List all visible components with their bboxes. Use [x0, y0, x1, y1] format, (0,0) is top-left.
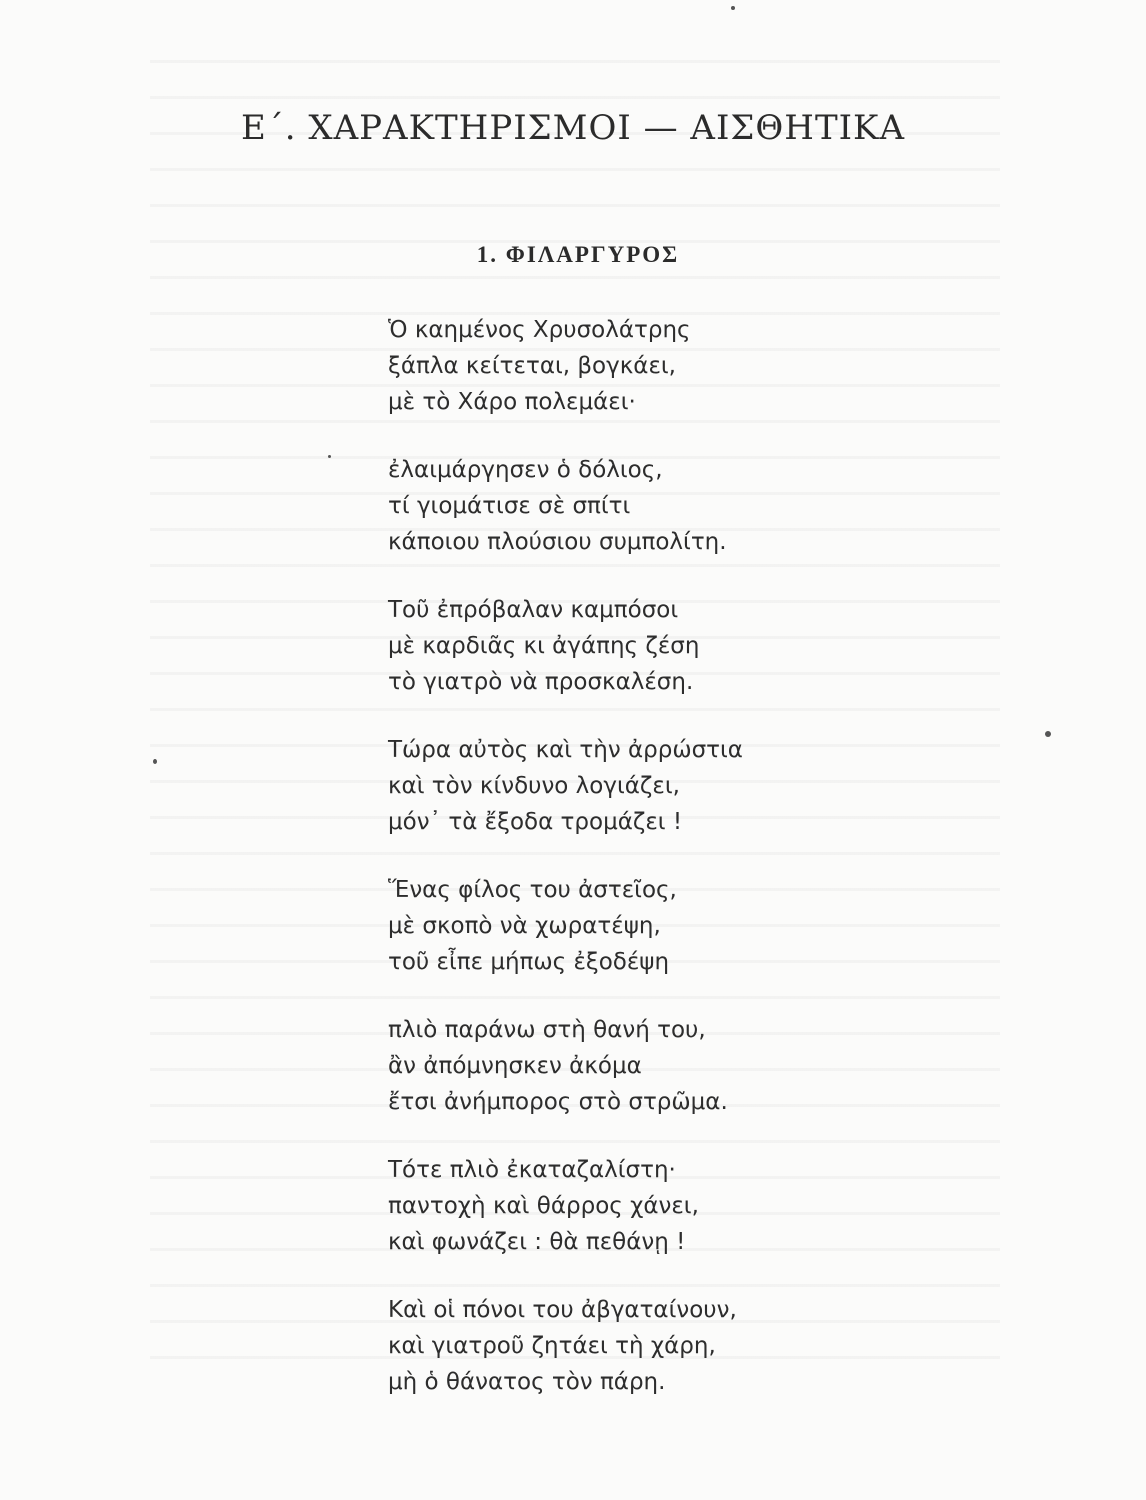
verse-line: Τώρα αὐτὸς καὶ τὴν ἀρρώστια [388, 737, 743, 763]
poem-title: 1. ΦΙΛΑΡΓΥΡΟΣ [476, 242, 680, 267]
verse-line: Τοῦ ἐπρόβαλαν καμπόσοι [388, 597, 679, 623]
stanza [388, 872, 888, 980]
verse-line: κάποιου πλούσιου συμπολίτη. [388, 529, 727, 555]
stanza [388, 592, 888, 700]
verse-line: ἔτσι ἀνήμπορος στὸ στρῶμα. [388, 1089, 728, 1115]
ink-speck [328, 455, 331, 458]
verse-line: πλιὸ παράνω στὴ θανή του, [388, 1017, 706, 1043]
verse-line: Ἕνας φίλος του ἀστεῖος, [388, 877, 677, 903]
verse-line: ἂν ἀπόμνησκεν ἀκόμα [388, 1053, 642, 1079]
verse-line: παντοχὴ καὶ θάρρος χάνει, [388, 1193, 699, 1219]
verse-line: Καὶ οἱ πόνοι του ἀβγαταίνουν, [388, 1297, 737, 1323]
chapter-title: Ε΄. ΧΑΡΑΚΤΗΡΙΣΜΟΙ — ΑΙΣΘΗΤΙΚΑ [240, 108, 906, 148]
verse-line: μόν᾽ τὰ ἔξοδα τρομάζει ! [388, 809, 683, 835]
verse-line: μὲ καρδιᾶς κι ἀγάπης ζέση [388, 633, 700, 659]
verse-line: τὸ γιατρὸ νὰ προσκαλέση. [388, 669, 694, 695]
verse-line: μὲ σκοπὸ νὰ χωρατέψη, [388, 913, 661, 939]
verse-line: ξάπλα κείτεται, βογκάει, [388, 353, 676, 379]
verse-line: τί γιομάτισε σὲ σπίτι [388, 493, 631, 519]
stanza [388, 1152, 888, 1260]
stanza [388, 1012, 888, 1120]
ink-speck [153, 759, 157, 764]
verse-line: ἐλαιμάργησεν ὁ δόλιος, [388, 457, 663, 483]
verse-line: μὲ τὸ Χάρο πολεμάει· [388, 389, 636, 415]
stanza [388, 1292, 888, 1400]
verse-line: μὴ ὁ θάνατος τὸν πάρη. [388, 1369, 666, 1395]
stanza [388, 312, 888, 420]
verse-line: καὶ γιατροῦ ζητάει τὴ χάρη, [388, 1333, 716, 1359]
ink-speck [731, 6, 735, 10]
verse-line: καὶ τὸν κίνδυνο λογιάζει, [388, 773, 680, 799]
verse-line: Ὁ καημένος Χρυσολάτρης [388, 317, 691, 343]
stanza [388, 452, 888, 560]
stanza [388, 732, 888, 840]
verse-line: καὶ φωνάζει : θὰ πεθάνῃ ! [388, 1229, 686, 1255]
ink-speck [1045, 731, 1051, 737]
poem-body [388, 312, 888, 1432]
verse-line: τοῦ εἶπε μήπως ἐξοδέψη [388, 949, 670, 975]
verse-line: Τότε πλιὸ ἐκαταζαλίστη· [388, 1157, 676, 1183]
